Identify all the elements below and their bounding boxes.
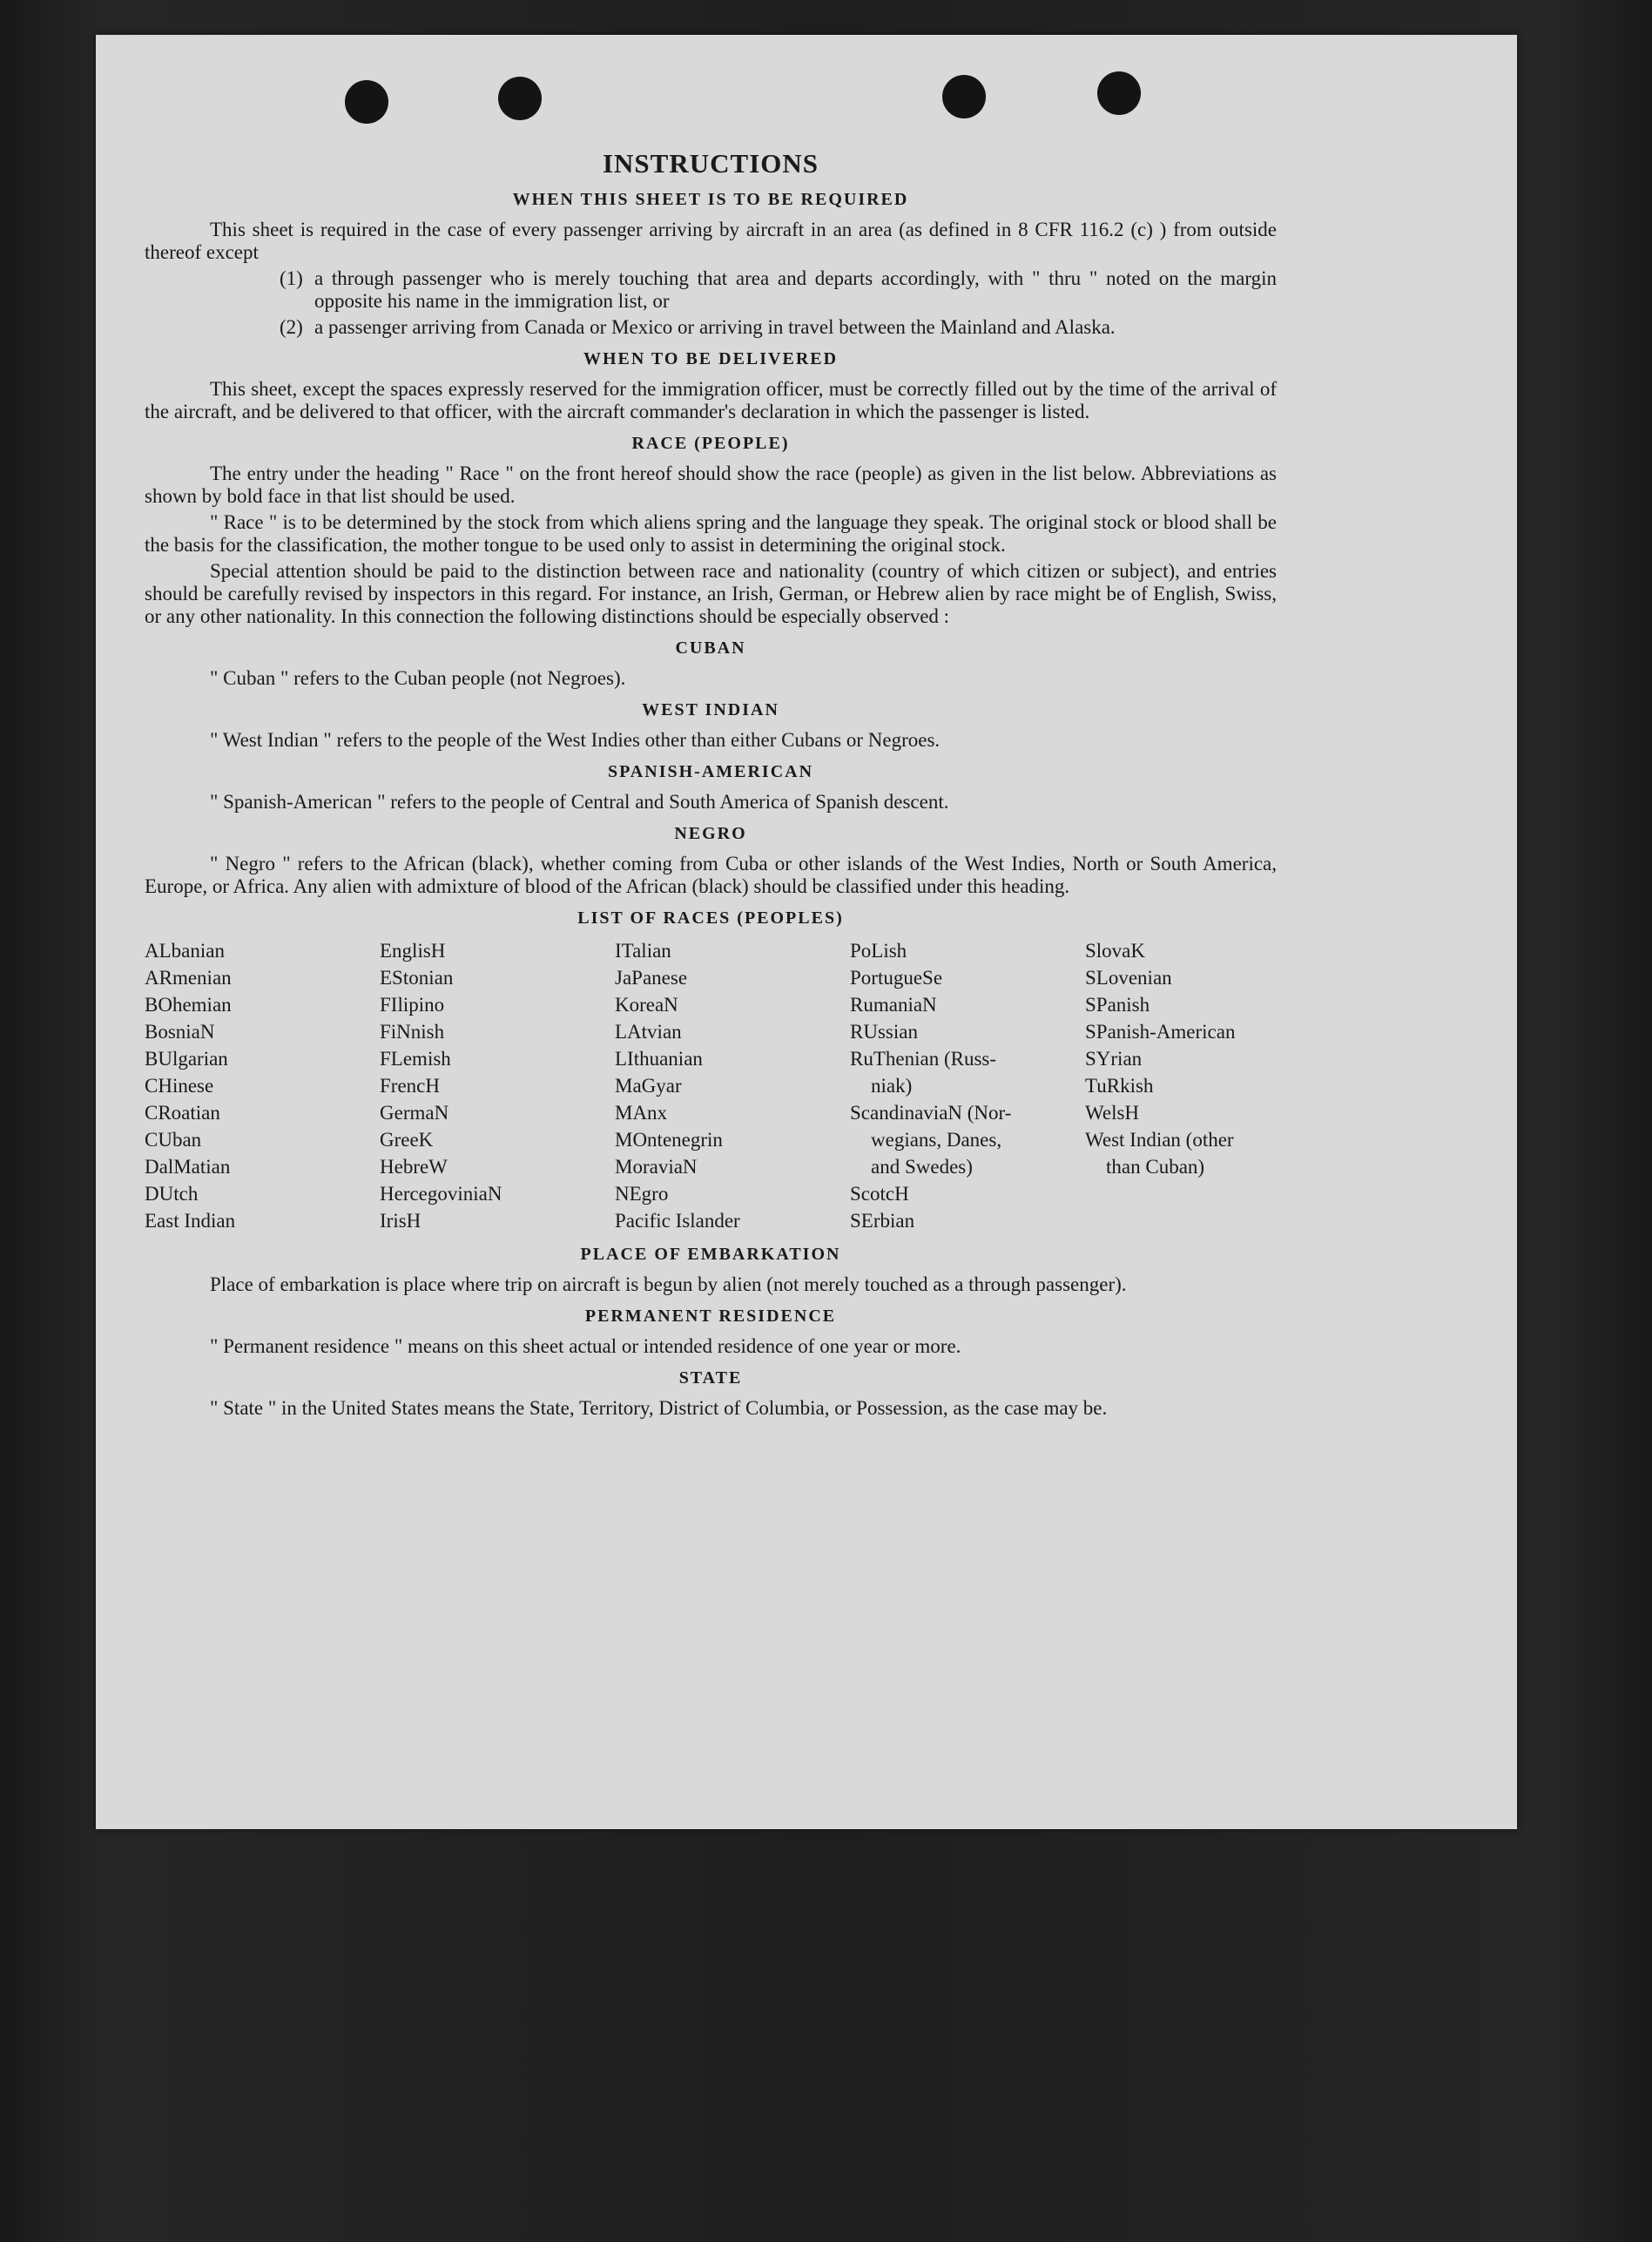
race-entry: PortugueSe (850, 967, 943, 989)
race-entry: ScandinaviaN (Nor- (850, 1102, 1012, 1124)
residence-paragraph: " Permanent residence " means on this sheet actual or intended residence of one year or more. (210, 1335, 961, 1357)
race-entry: and Swedes) (871, 1156, 973, 1178)
race-entry: East Indian (145, 1210, 236, 1232)
heading-west-indian: WEST INDIAN (642, 700, 779, 719)
race-entry: PoLish (850, 940, 907, 962)
race-entry: CRoatian (145, 1102, 220, 1124)
race-entry: BUlgarian (145, 1048, 228, 1070)
spanish-american-paragraph: " Spanish-American " refers to the people of Central and South America of Spanish descent. (210, 791, 949, 813)
race-paragraph: Special attention should be paid to the distinction between race and nationality (country of which citizen or subject), and entries should be carefully revised by inspectors in this regard. For instance, an Irish, German, or Hebrew alien by race might be of English, Swiss, or any other nationality. In this connection the following distinctions should be especially observed : (145, 560, 1277, 627)
races-list (145, 937, 1277, 1234)
races-column (615, 937, 850, 1234)
heading-when-delivered: WHEN TO BE DELIVERED (583, 349, 839, 368)
state-paragraph: " State " in the United States means the State, Territory, District of Columbia, or Possession, as the case may be. (210, 1397, 1108, 1419)
race-entry: ScotcH (850, 1183, 909, 1205)
negro-paragraph: " Negro " refers to the African (black), whether coming from Cuba or other islands of the West Indies, North or South America, Europe, or Africa. Any alien with admixture of blood of the African (black) should be classified under this heading. (145, 853, 1277, 897)
races-column (850, 937, 1085, 1234)
cuban-paragraph: " Cuban " refers to the Cuban people (not Negroes). (210, 667, 626, 689)
heading-residence: PERMANENT RESIDENCE (584, 1307, 837, 1326)
race-entry: HebreW (380, 1156, 448, 1178)
exception-item (280, 316, 1277, 339)
race-entry: FiNnish (380, 1021, 445, 1043)
heading-race: RACE (PEOPLE) (631, 434, 790, 453)
heading-when-required: WHEN THIS SHEET IS TO BE REQUIRED (512, 190, 909, 209)
race-entry: CHinese (145, 1075, 214, 1097)
delivered-paragraph: This sheet, except the spaces expressly reserved for the immigration officer, must be correctly filled out by the time of the arrival of the aircraft, and be delivered to that officer, with the aircraft commander's declaration in which the passenger is listed. (145, 378, 1277, 422)
heading-embarkation: PLACE OF EMBARKATION (580, 1245, 841, 1264)
race-entry: MaGyar (615, 1075, 682, 1097)
races-column (1085, 937, 1277, 1234)
heading-spanish-american: SPANISH-AMERICAN (607, 762, 814, 781)
race-entry: niak) (871, 1075, 913, 1097)
instructions-content (145, 113, 1277, 1423)
race-entry: FIlipino (380, 994, 445, 1016)
race-entry: BOhemian (145, 994, 232, 1016)
race-entry: FrencH (380, 1075, 440, 1097)
race-entry: FLemish (380, 1048, 451, 1070)
race-paragraph: " Race " is to be determined by the stock from which aliens spring and the language they speak. The original stock or blood shall be the basis for the classification, the mother tongue to be used only to assist in determining the original stock. (145, 511, 1277, 556)
race-entry: SPanish-American (1085, 1021, 1236, 1043)
item-number: (1) (280, 267, 303, 289)
west-indian-paragraph: " West Indian " refers to the people of the West Indies other than either Cubans or Negroes. (210, 729, 941, 751)
race-entry: SLovenian (1085, 967, 1172, 989)
punch-hole (942, 75, 986, 118)
race-entry: SErbian (850, 1210, 915, 1232)
page-title: INSTRUCTIONS (602, 148, 819, 179)
item-text: a passenger arriving from Canada or Mexico or arriving in travel between the Mainland and Alaska. (314, 316, 1116, 338)
race-entry: MAnx (615, 1102, 668, 1124)
heading-list-of-races: LIST OF RACES (PEOPLES) (577, 908, 844, 928)
race-entry: CUban (145, 1129, 202, 1151)
race-entry: BosniaN (145, 1021, 215, 1043)
race-entry: HercegoviniaN (380, 1183, 502, 1205)
race-entry: SPanish (1085, 994, 1150, 1016)
race-entry: GreeK (380, 1129, 434, 1151)
heading-state: STATE (678, 1368, 743, 1388)
race-entry: IrisH (380, 1210, 421, 1232)
item-text: a through passenger who is merely touching that area and departs accordingly, with " thru " noted on the margin opposite his name in the immigration list, or (314, 267, 1277, 312)
race-entry: ITalian (615, 940, 671, 962)
embarkation-paragraph: Place of embarkation is place where trip on aircraft is begun by alien (not merely touched as a through passenger). (210, 1273, 1127, 1295)
race-entry: NEgro (615, 1183, 669, 1205)
race-entry: ARmenian (145, 967, 232, 989)
race-entry: MoraviaN (615, 1156, 698, 1178)
punch-hole (1097, 71, 1141, 115)
race-entry: West Indian (other (1085, 1129, 1234, 1151)
race-entry: SlovaK (1085, 940, 1145, 962)
race-entry: SYrian (1085, 1048, 1143, 1070)
race-entry: JaPanese (615, 967, 688, 989)
required-paragraph: This sheet is required in the case of every passenger arriving by aircraft in an area (as defined in 8 CFR 116.2 (c) ) from outside thereof except (145, 219, 1277, 263)
race-entry: RumaniaN (850, 994, 937, 1016)
race-entry: DUtch (145, 1183, 199, 1205)
race-entry: KoreaN (615, 994, 678, 1016)
race-entry: ALbanian (145, 940, 225, 962)
race-entry: MOntenegrin (615, 1129, 723, 1151)
exception-item (280, 267, 1277, 313)
races-column (380, 937, 615, 1234)
race-paragraph: The entry under the heading " Race " on the front hereof should show the race (people) as given in the list below. Abbreviations as shown by bold face in that list should be used. (145, 463, 1277, 507)
race-entry: LIthuanian (615, 1048, 703, 1070)
race-entry: RuThenian (Russ- (850, 1048, 997, 1070)
race-entry: Pacific Islander (615, 1210, 740, 1232)
heading-cuban: CUBAN (675, 638, 746, 658)
race-entry: TuRkish (1085, 1075, 1154, 1097)
races-column (145, 937, 380, 1234)
race-entry: EStonian (380, 967, 454, 989)
item-number: (2) (280, 316, 303, 338)
race-entry: RUssian (850, 1021, 918, 1043)
race-entry: WelsH (1085, 1102, 1140, 1124)
race-entry: GermaN (380, 1102, 449, 1124)
race-entry: EnglisH (380, 940, 446, 962)
race-entry: DalMatian (145, 1156, 231, 1178)
heading-negro: NEGRO (674, 824, 747, 843)
race-entry: LAtvian (615, 1021, 682, 1043)
race-entry: wegians, Danes, (871, 1129, 1002, 1151)
race-entry: than Cuban) (1106, 1156, 1205, 1178)
